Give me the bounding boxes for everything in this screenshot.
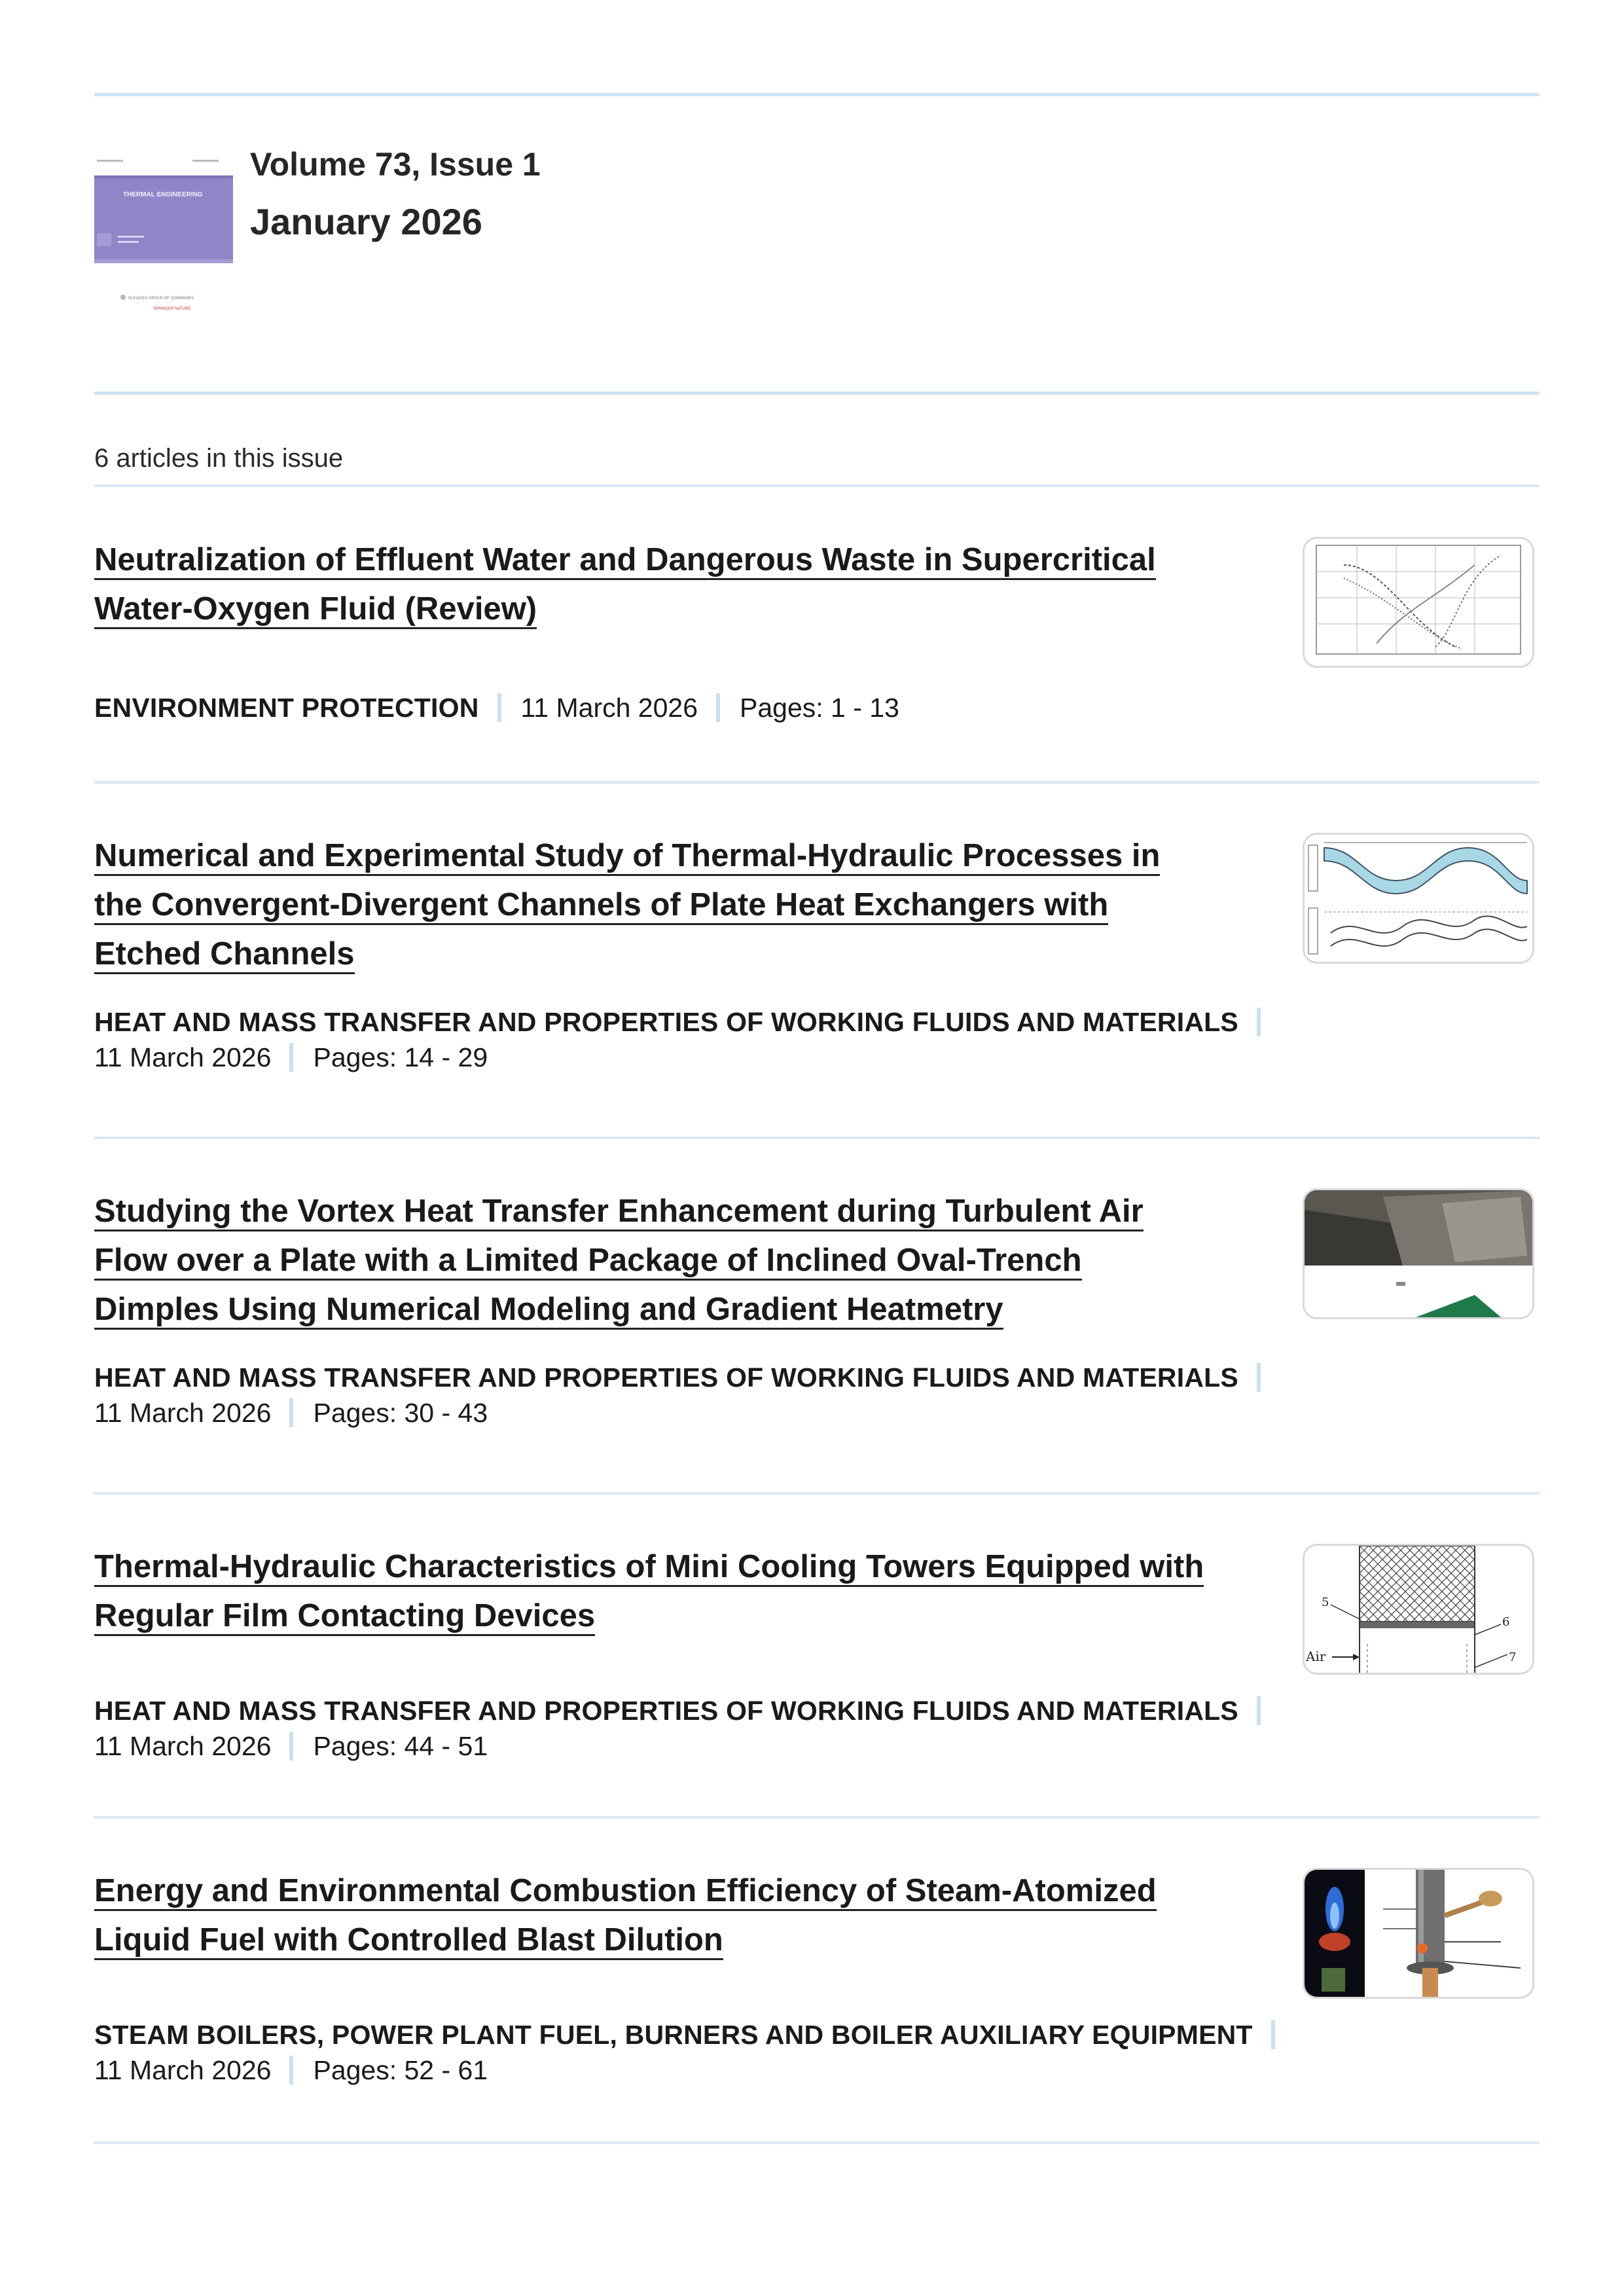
header-divider — [94, 392, 1540, 395]
article-date: 11 March 2026 — [94, 1398, 272, 1428]
meta-separator — [289, 2056, 293, 2085]
article-date: 11 March 2026 — [94, 1731, 272, 1761]
meta-separator — [289, 1398, 293, 1427]
thumb-label-air: Air — [1306, 1649, 1326, 1664]
journal-cover-image[interactable] — [94, 149, 233, 326]
article-meta — [94, 690, 899, 725]
cover-journal-title: THERMAL ENGINEERING — [123, 191, 203, 198]
article-date: 11 March 2026 — [94, 2055, 272, 2085]
article-title-link[interactable]: Neutralization of Effluent Water and Dangerous Waste in Supercritical Water-Oxygen Fluid (Review) — [94, 536, 1253, 634]
article-meta — [94, 1693, 1280, 1764]
article-title-link[interactable]: Thermal-Hydraulic Characteristics of Mini Cooling Towers Equipped with Regular Film Contacting Devices — [94, 1542, 1253, 1641]
article-count: 6 articles in this issue — [94, 444, 344, 473]
article-item — [94, 536, 1540, 732]
issue-volume: Volume 73, Issue 1 — [250, 146, 541, 183]
article-date: 11 March 2026 — [94, 1042, 272, 1072]
article-title-link[interactable]: Studying the Vortex Heat Transfer Enhancement during Turbulent Air Flow over a Plate with a Limited Package of Inclined Oval-Trench Dimples Using Numerical Modeling and Gradient Heatmetry — [94, 1187, 1253, 1334]
article-item — [94, 1187, 1540, 1462]
cover-publisher-1: PLEIADES GROUP OF COMPANIES — [128, 297, 194, 301]
thumb-label-7: 7 — [1509, 1650, 1517, 1664]
chart-thumbnail[interactable] — [1303, 537, 1534, 668]
article-meta — [94, 1004, 1280, 1075]
meta-separator — [289, 1732, 293, 1760]
meta-separator — [289, 1043, 293, 1072]
meta-separator — [1257, 1363, 1261, 1392]
article-item — [94, 831, 1540, 1106]
meta-separator — [716, 693, 720, 722]
article-section[interactable]: ENVIRONMENT PROTECTION — [94, 693, 479, 723]
article-title-link[interactable]: Numerical and Experimental Study of Thermal-Hydraulic Processes in the Convergent-Divergent Channels of Plate Heat Exchangers with Etched Channels — [94, 831, 1253, 979]
count-divider — [94, 484, 1540, 487]
article-meta — [94, 2017, 1295, 2088]
article-section[interactable]: STEAM BOILERS, POWER PLANT FUEL, BURNERS AND BOILER AUXILIARY EQUIPMENT — [94, 2020, 1253, 2050]
thumb-label-6: 6 — [1502, 1615, 1510, 1629]
cooling-tower-diagram-thumbnail[interactable] — [1303, 1544, 1534, 1675]
meta-separator — [497, 693, 501, 722]
article-divider — [94, 1137, 1540, 1139]
channel-diagram-thumbnail[interactable] — [1303, 833, 1534, 964]
thumb-label-5: 5 — [1322, 1595, 1329, 1609]
cover-publisher-2: SPRINGER NATURE — [153, 307, 191, 311]
meta-separator — [1257, 1696, 1261, 1725]
article-pages: Pages: 30 - 43 — [313, 1398, 488, 1428]
article-pages: Pages: 1 - 13 — [740, 693, 899, 723]
article-section[interactable]: HEAT AND MASS TRANSFER AND PROPERTIES OF WORKING FLUIDS AND MATERIALS — [94, 1696, 1238, 1726]
article-divider — [94, 1816, 1540, 1819]
issue-date: January 2026 — [250, 201, 482, 242]
article-pages: Pages: 44 - 51 — [313, 1731, 488, 1761]
meta-separator — [1257, 1008, 1261, 1036]
article-meta — [94, 1360, 1280, 1430]
article-section[interactable]: HEAT AND MASS TRANSFER AND PROPERTIES OF WORKING FLUIDS AND MATERIALS — [94, 1362, 1238, 1393]
article-item — [94, 1867, 1540, 2089]
article-pages: Pages: 14 - 29 — [313, 1042, 488, 1072]
burner-thumbnail[interactable] — [1303, 1868, 1534, 1999]
article-pages: Pages: 52 - 61 — [313, 2055, 488, 2085]
article-divider — [94, 1492, 1540, 1495]
article-date: 11 March 2026 — [520, 693, 698, 723]
photo-thumbnail[interactable] — [1303, 1188, 1534, 1319]
article-divider — [94, 2141, 1540, 2144]
article-item — [94, 1542, 1540, 1765]
article-section[interactable]: HEAT AND MASS TRANSFER AND PROPERTIES OF WORKING FLUIDS AND MATERIALS — [94, 1007, 1238, 1037]
article-divider — [94, 781, 1540, 784]
top-divider — [94, 93, 1540, 96]
meta-separator — [1271, 2020, 1275, 2049]
article-title-link[interactable]: Energy and Environmental Combustion Efficiency of Steam-Atomized Liquid Fuel with Controlled Blast Dilution — [94, 1867, 1253, 1965]
